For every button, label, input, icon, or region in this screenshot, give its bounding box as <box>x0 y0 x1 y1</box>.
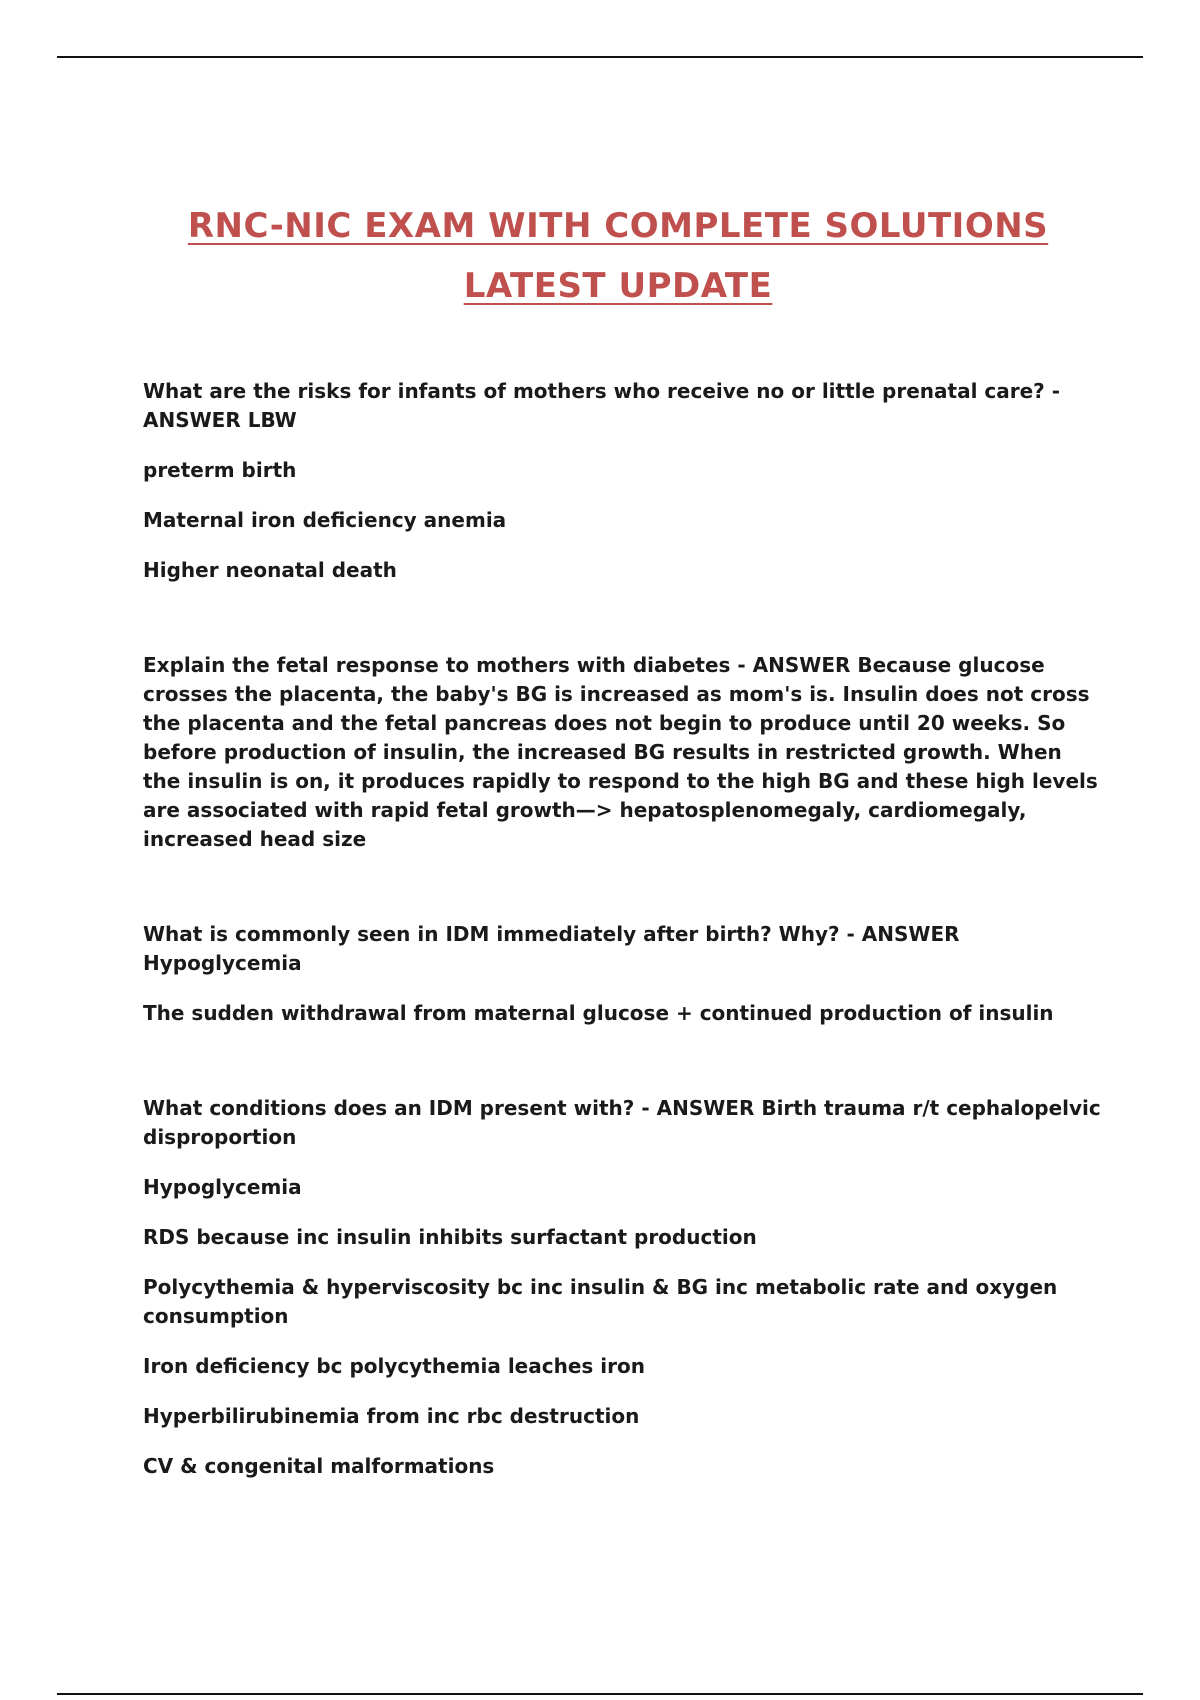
answer-item: Hypoglycemia <box>143 1175 302 1199</box>
answer-item: RDS because inc insulin inhibits surfactant production <box>143 1225 757 1249</box>
top-rule <box>57 56 1143 58</box>
answer-item: Higher neonatal death <box>143 558 397 582</box>
title-line-2: LATEST UPDATE <box>463 266 773 306</box>
question-answer-2: Explain the fetal response to mothers with diabetes - ANSWER Because glucose crosses the placenta, the baby's BG is increased as mom's is. Insulin does not cross the placenta and the fetal pancreas does not begin to produce until 20 weeks. So before production of insulin, the increased BG results in restricted growth. When the insulin is on, it produces rapidly to respond to the high BG and these high levels are associated with rapid fetal growth—> hepatosplenomegaly, cardiomegaly, increased head size <box>143 653 1098 851</box>
document-title <box>0 196 1200 316</box>
question-answer-3: What is commonly seen in IDM immediately after birth? Why? - ANSWER Hypoglycemia <box>143 922 960 975</box>
title-line-1: RNC-NIC EXAM WITH COMPLETE SOLUTIONS <box>187 206 1049 246</box>
answer-item: Polycythemia & hyperviscosity bc inc insulin & BG inc metabolic rate and oxygen consumption <box>143 1275 1058 1328</box>
document-body <box>143 377 1103 1481</box>
answer-item: Hyperbilirubinemia from inc rbc destruction <box>143 1404 640 1428</box>
answer-item: The sudden withdrawal from maternal glucose + continued production of insulin <box>143 1001 1054 1025</box>
answer-item: Maternal iron deficiency anemia <box>143 508 507 532</box>
answer-item: preterm birth <box>143 458 297 482</box>
answer-item: Iron deficiency bc polycythemia leaches iron <box>143 1354 645 1378</box>
answer-item: CV & congenital malformations <box>143 1454 495 1478</box>
bottom-rule <box>57 1693 1143 1695</box>
question-answer-4: What conditions does an IDM present with? - ANSWER Birth trauma r/t cephalopelvic disproportion <box>143 1096 1101 1149</box>
question-answer-1: What are the risks for infants of mothers who receive no or little prenatal care? - ANSWER LBW <box>143 379 1061 432</box>
